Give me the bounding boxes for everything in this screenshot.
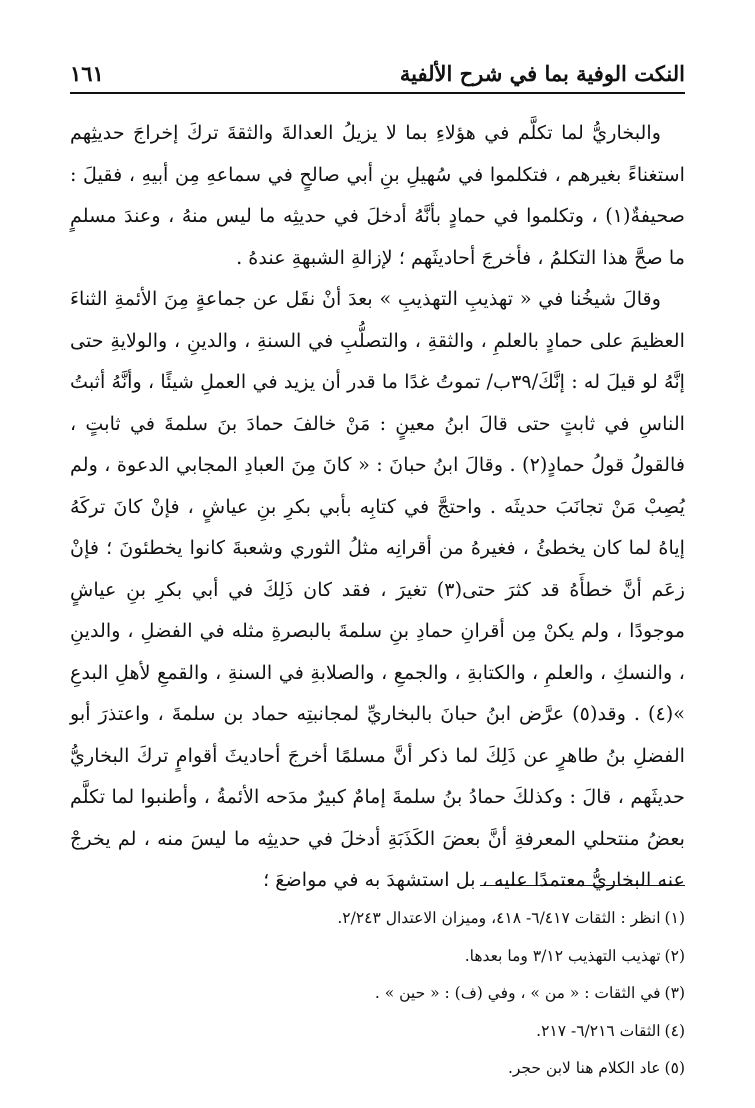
footnote-text: تهذيب التهذيب ٣/١٢ وما بعدها. bbox=[464, 946, 661, 965]
footnote bbox=[70, 900, 685, 938]
main-text bbox=[70, 112, 685, 901]
footnote bbox=[70, 1013, 685, 1051]
footnote bbox=[70, 975, 685, 1013]
footnote-text: في الثقات : « من » ، وفي (ف) : « حين » . bbox=[374, 984, 661, 1002]
footnote bbox=[70, 938, 685, 976]
paragraph: وقالَ شيخُنا في « تهذيبِ التهذيبِ » بعدَ أنْ نقَل عن جماعةٍ مِنَ الأئمةِ الثناءَ العظيمَ على حمادٍ بالعلمِ ، والثقةِ ، والتصلُّبِ في السنةِ ، والدينِ ، والولايةِ حتى إنَّهُ لو قيلَ له : إنَّكَ/٣٩ب/ تموتُ غدًا ما قدر أن يزيد في العملِ شيئًا ، وأنَّهُ أثبتُ الناسِ في ثابتٍ حتى قالَ ابنُ معينٍ : مَنْ خالفَ حمادَ بنَ سلمةَ في ثابتٍ ، فالقولُ قولُ حمادٍ(٢) . وقالَ ابنُ حبانَ : « كانَ مِنَ العبادِ المجابي الدعوة ، ولم يُصِبْ مَنْ تجانَبَ حديثَه . واحتجَّ في كتابِه بأبي بكرِ بنِ عياشٍ ، فإنْ كانَ تركَهُ إياهُ لما كان يخطئُ ، فغيرهُ من أقرانِه مثلُ الثوري وشعبةَ كانوا يخطئونَ ؛ فإنْ زعَم أنَّ خطأَهُ قد كثرَ حتى(٣) تغيرَ ، فقد كان ذَلِكَ في أبي بكرِ بنِ عياشٍ موجودًا ، ولم يكنْ مِن أقرانِ حمادِ بنِ سلمةَ بالبصرةِ مثله في الفضلِ ، والدينِ ، والنسكِ ، والعلمِ ، والكتابةِ ، والجمعِ ، والصلابةِ في السنةِ ، والقمعِ لأهلِ البدعِ »(٤) . وقد(٥) عرَّض ابنُ حبانَ بالبخاريِّ لمجانبتِه حماد بن سلمةَ ، واعتذرَ أبو الفضلِ بنُ طاهرٍ عن ذَلِكَ لما ذكر أنَّ مسلمًا أخرجَ أحاديثَ أقوامٍ تركَ البخاريُّ حديثَهم ، قالَ : وكذلكَ حمادُ بنُ سلمةَ إمامٌ كبيرٌ مدَحه الأئمةُ ، وأطنبوا لما تكلَّم بعضُ منتحلي المعرفةِ أنَّ بعضَ الكَذَبَةِ أدخلَ في حديثِه ما ليسَ منه ، لم يخرجْ عنه البخاريُّ معتمدًا عليه ، بل استشهدَ به في مواضعَ ؛ bbox=[70, 287, 686, 891]
footnote-number: (٣) bbox=[664, 984, 685, 1002]
footnotes bbox=[70, 900, 685, 1088]
footnote bbox=[70, 1050, 685, 1088]
footnote-text: انظر : الثقات ٦/٤١٧- ٤١٨، وميزان الاعتدال ٢/٢٤٣. bbox=[337, 909, 661, 927]
page-header bbox=[70, 38, 685, 94]
footnote-text: الثقات ٦/٢١٦- ٢١٧. bbox=[536, 1021, 661, 1040]
footnote-number: (١) bbox=[664, 909, 685, 927]
footnote-separator bbox=[480, 885, 685, 886]
footnote-number: (٤) bbox=[664, 1021, 685, 1040]
page-number: ١٦١ bbox=[70, 61, 104, 86]
footnote-number: (٥) bbox=[664, 1059, 685, 1077]
running-title: النكت الوفية بما في شرح الألفية bbox=[399, 61, 685, 86]
paragraph: والبخاريُّ لما تكلَّم في هؤلاءِ بما لا يزيلُ العدالةَ والثقةَ تركَ إخراجَ حديثِهم استغناءً بغيرهم ، فتكلموا في سُهيلِ بنِ أبي صالحٍ في سماعهِ مِن أبيهِ ، فقيلَ : صحيفةٌ(١) ، وتكلموا في حمادٍ بأنَّهُ أدخلَ في حديثِه ما ليس منهُ ، وعندَ مسلمٍ ما صحَّ هذا التكلمُ ، فأخرجَ أحاديثَهم ؛ لإزالةِ الشبهةِ عندهُ . bbox=[70, 121, 685, 269]
footnote-text: عاد الكلام هنا لابن حجر. bbox=[507, 1059, 661, 1077]
footnote-number: (٢) bbox=[664, 946, 685, 965]
